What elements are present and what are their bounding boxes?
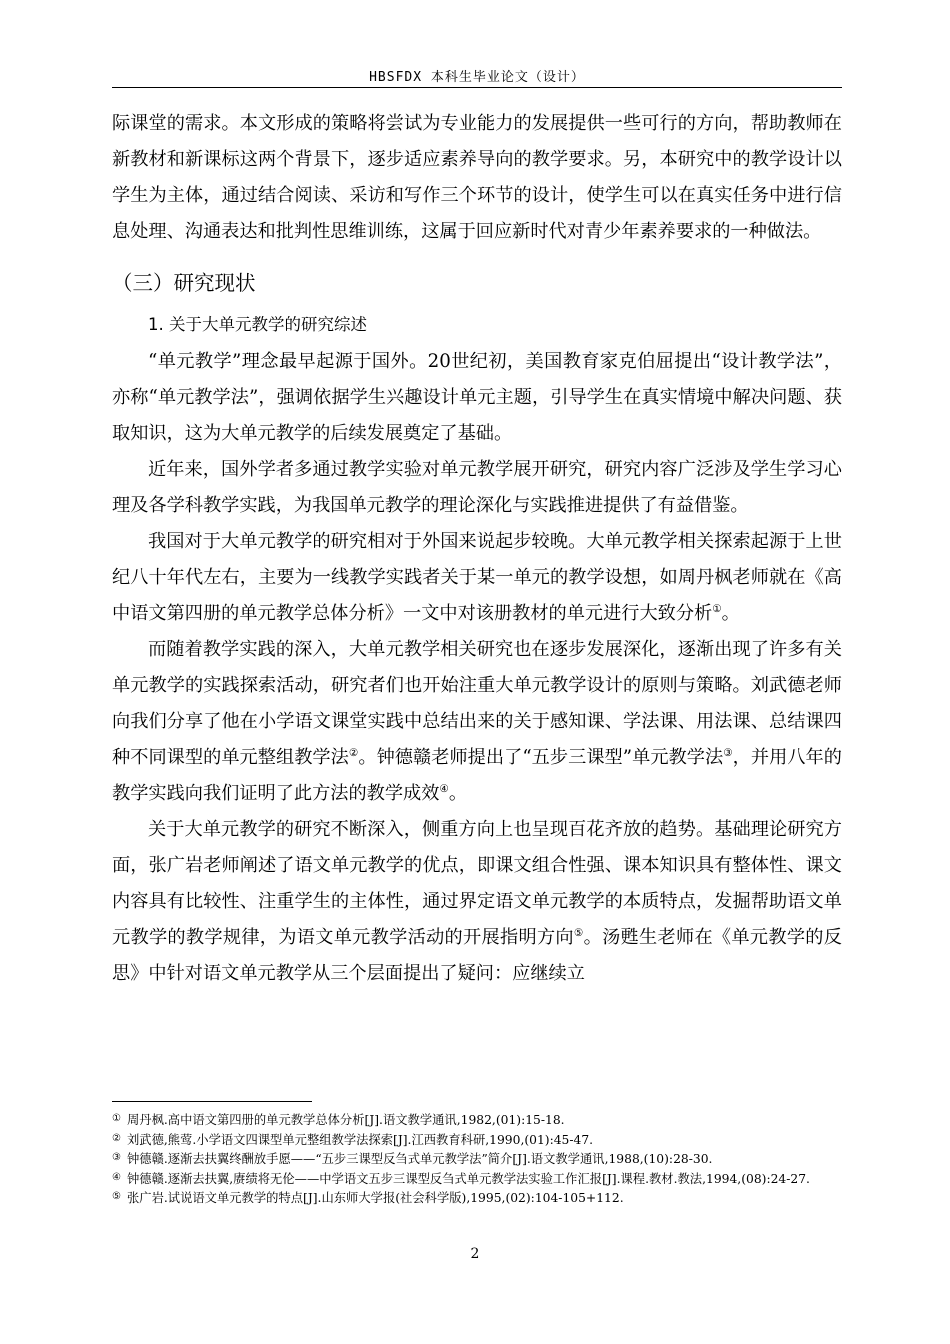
footnote-4 xyxy=(112,1169,847,1189)
footnote-mark-3: ③ xyxy=(112,1152,121,1163)
paragraph-5-text-b: 。汤甦生老师在《单元教学的反思》中针对语文单元教学从三个层面提出了疑问：应继续立 xyxy=(112,927,842,984)
header-rule xyxy=(112,87,842,88)
footnote-1 xyxy=(112,1110,847,1130)
footnote-text-4: 钟德赣.逐渐去扶翼,赓绩将无伦——中学语文五步三课型反刍式单元教学法实验工作汇报[J].课程.教材.教法,1994,(08):24-27. xyxy=(126,1171,810,1186)
paragraph-2: 近年来，国外学者多通过教学实验对单元教学展开研究，研究内容广泛涉及学生学习心理及各学科教学实践，为我国单元教学的理论深化与实践推进提供了有益借鉴。 xyxy=(112,459,842,516)
paragraph-4-text-b: 。钟德赣老师提出了“五步三课型”单元教学法 xyxy=(358,747,724,768)
footnote-mark-1: ① xyxy=(112,1113,121,1124)
page-number: 2 xyxy=(470,1246,480,1262)
running-header: HBSFDX 本科生毕业论文（设计） xyxy=(369,70,585,85)
footnote-rule xyxy=(112,1101,312,1102)
footnote-mark-2: ② xyxy=(112,1132,121,1144)
paragraph-3 xyxy=(112,524,842,632)
footnote-ref-5[interactable]: ⑤ xyxy=(573,927,584,939)
footnote-2 xyxy=(112,1130,847,1150)
paragraph-3-text-b: 。 xyxy=(721,603,740,624)
footnote-text-5: 张广岩.试说语文单元教学的特点[J].山东师大学报(社会科学版),1995,(02):104-105+112. xyxy=(126,1191,624,1205)
footnote-ref-1[interactable]: ① xyxy=(712,603,722,615)
footnote-ref-2[interactable]: ② xyxy=(348,747,359,759)
footnote-text-3: 钟德赣.逐渐去扶翼终酬放手愿——“五步三课型反刍式单元教学法”简介[J].语文教学通讯,1988,(10):28-30. xyxy=(126,1152,713,1166)
footnotes xyxy=(112,1110,847,1208)
paragraph-3-text-a: 我国对于大单元教学的研究相对于外国来说起步较晚。大单元教学相关探索起源于上世纪八十年代左右，主要为一线教学实践者关于某一单元的教学设想，如周丹枫老师就在《高中语文第四册的单元教学总体分析》一文中对该册教材的单元进行大致分析 xyxy=(112,531,842,624)
footnote-mark-4: ④ xyxy=(112,1171,121,1183)
footnote-text-2: 刘武德,熊莺.小学语文四课型单元整组教学法探索[J].江西教育科研,1990,(01):45-47. xyxy=(126,1132,594,1147)
paragraph-continued: 际课堂的需求。本文形成的策略将尝试为专业能力的发展提供一些可行的方向，帮助教师在新教材和新课标这两个背景下，逐步适应素养导向的教学要求。另，本研究中的教学设计以学生为主体，通过结合阅读、采访和写作三个环节的设计，使学生可以在真实任务中进行信息处理、沟通表达和批判性思维训练，这属于回应新时代对青少年素养要求的一种做法。 xyxy=(112,113,842,242)
paragraph-5 xyxy=(112,812,842,992)
paragraph-4-text-d: 。 xyxy=(448,783,468,804)
footnote-ref-4[interactable]: ④ xyxy=(439,783,449,795)
footnote-5 xyxy=(112,1188,847,1208)
paragraph-4 xyxy=(112,632,842,812)
section-heading: （三）研究现状 xyxy=(112,271,256,295)
paragraph-4-text-a: 而随着教学实践的深入，大单元教学相关研究也在逐步发展深化，逐渐出现了许多有关单元教学的实践探索活动，研究者们也开始注重大单元教学设计的原则与策略。刘武德老师向我们分享了他在小学语文课堂实践中总结出来的关于感知课、学法课、用法课、总结课四种不同课型的单元整组教学法 xyxy=(112,639,842,768)
footnote-3 xyxy=(112,1149,847,1169)
main-body xyxy=(112,106,842,992)
footnote-ref-3[interactable]: ③ xyxy=(723,747,733,759)
paragraph-1: “单元教学”理念最早起源于国外。20世纪初，美国教育家克伯屈提出“设计教学法”，亦称“单元教学法”，强调依据学生兴趣设计单元主题，引导学生在真实情境中解决问题、获取知识，这为大单元教学的后续发展奠定了基础。 xyxy=(112,351,842,444)
subsection-heading: 1. 关于大单元教学的研究综述 xyxy=(148,315,367,334)
paragraph-4-text-c: ，并用八年的教学实践向我们证明了此方法的教学成效 xyxy=(112,747,842,804)
footnote-mark-5: ⑤ xyxy=(112,1191,121,1202)
paragraph-5-text-a: 关于大单元教学的研究不断深入，侧重方向上也呈现百花齐放的趋势。基础理论研究方面，张广岩老师阐述了语文单元教学的优点，即课文组合性强、课本知识具有整体性、课文内容具有比较性、注重学生的主体性，通过界定语文单元教学的本质特点，发掘帮助语文单元教学的教学规律，为语文单元教学活动的开展指明方向 xyxy=(112,819,842,948)
footnote-text-1: 周丹枫.高中语文第四册的单元教学总体分析[J].语文教学通讯,1982,(01):15-18. xyxy=(126,1113,565,1127)
